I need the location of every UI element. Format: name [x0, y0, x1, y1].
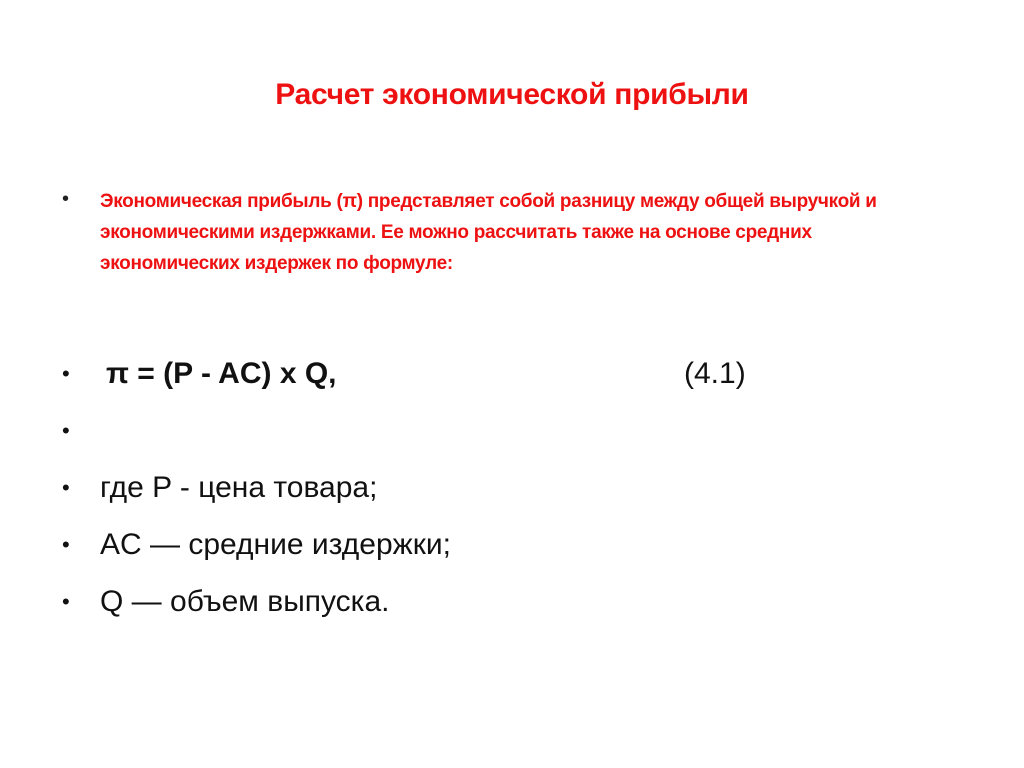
list-item-empty [62, 402, 962, 459]
bullet-icon: • [62, 532, 70, 557]
list-item-text: Q — объем выпуска. [100, 585, 390, 618]
bullet-icon: • [62, 475, 70, 500]
formula-list [62, 345, 962, 630]
equation-number: (4.1) [684, 357, 746, 390]
list-item-formula [62, 345, 962, 402]
intro-text: Экономическая прибыль (π) представляет собой разницу между общей выручкой и экономическими издержками. Ее можно рассчитать также на основе средних экономических издержек по формуле: [100, 191, 877, 274]
formula-text: π = (P - AC) x Q, [106, 357, 337, 390]
list-item-text: где P - цена товара; [100, 471, 378, 504]
bullet-icon: • [62, 589, 70, 614]
bullet-icon: • [62, 361, 70, 386]
list-item [62, 459, 962, 516]
bullet-icon: • [62, 418, 70, 443]
intro-paragraph [62, 186, 942, 279]
bullet-icon: • [62, 188, 70, 210]
list-item [62, 516, 962, 573]
list-item [62, 573, 962, 630]
slide-title: Расчет экономической прибыли [275, 78, 749, 111]
list-item-text: AC — средние издержки; [100, 528, 451, 561]
